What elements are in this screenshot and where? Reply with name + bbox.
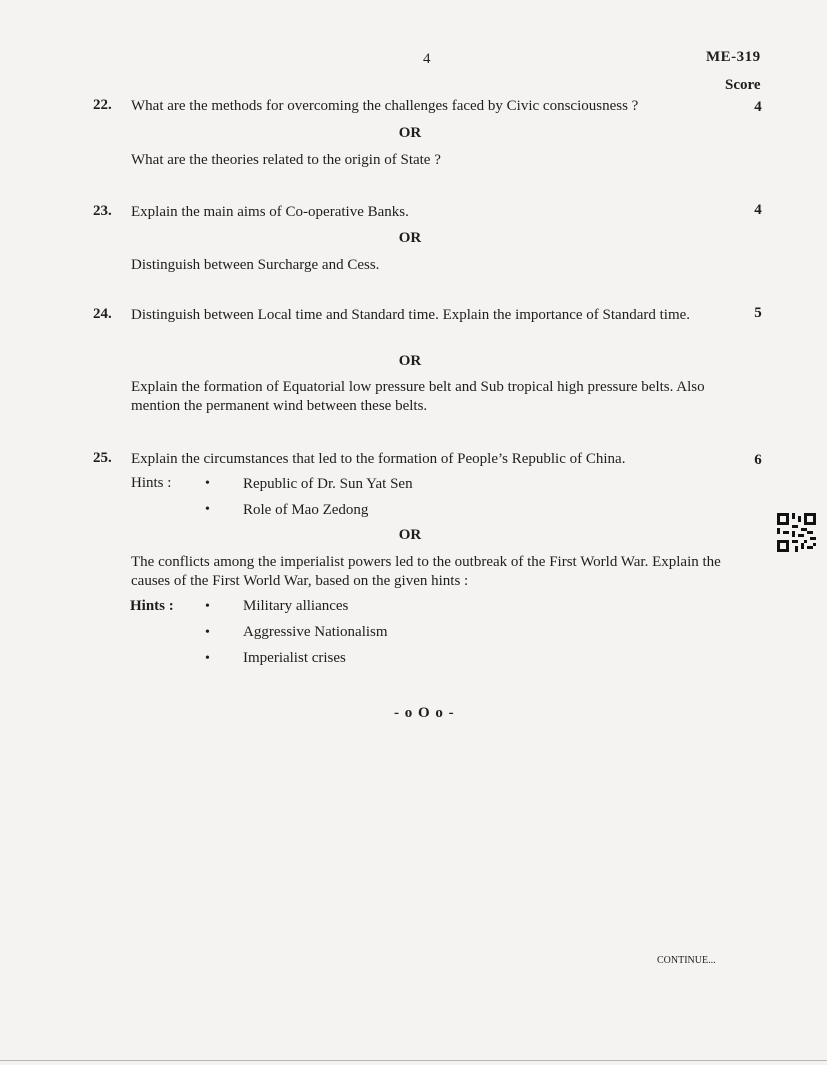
or-separator: OR: [398, 353, 422, 369]
alt-hints-label: Hints :: [130, 598, 174, 614]
score-column-label: Score: [725, 77, 761, 93]
question-number: 22.: [93, 97, 112, 113]
end-of-paper-mark: - o O o -: [394, 705, 455, 721]
alternative-question-text: The conflicts among the imperialist powers led to the outbreak of the First World War. Explain the causes of the First World War, based on the given hints :: [131, 554, 721, 589]
question-score: 4: [754, 202, 762, 218]
hint-item: Aggressive Nationalism: [243, 624, 388, 640]
qr-code-icon: [777, 513, 816, 552]
question-score: 4: [754, 99, 762, 115]
alternative-question-text: Explain the formation of Equatorial low pressure belt and Sub tropical high pressure belts. Also mention the permanent wind between these belts.: [131, 379, 705, 414]
hint-item: Republic of Dr. Sun Yat Sen: [243, 476, 413, 492]
alternative-question-text: Distinguish between Surcharge and Cess.: [131, 257, 380, 273]
question-text: What are the methods for overcoming the challenges faced by Civic consciousness ?: [131, 98, 639, 114]
hints-label: Hints :: [131, 475, 172, 491]
bullet-icon: •: [205, 599, 210, 614]
question-text: Explain the main aims of Co-operative Banks.: [131, 204, 409, 220]
question-number: 25.: [93, 450, 112, 466]
bullet-icon: •: [205, 651, 210, 666]
page-bottom-edge: [0, 1060, 827, 1061]
question-number: 24.: [93, 306, 112, 322]
question-text: Explain the circumstances that led to the formation of People’s Republic of China.: [131, 451, 626, 467]
bullet-icon: •: [205, 502, 210, 517]
or-separator: OR: [398, 527, 422, 543]
page-number: 4: [423, 51, 431, 67]
question-score: 5: [754, 305, 762, 321]
hint-item: Imperialist crises: [243, 650, 346, 666]
continue-label: CONTINUE...: [657, 955, 716, 966]
bullet-icon: •: [205, 625, 210, 640]
alternative-question-text: What are the theories related to the origin of State ?: [131, 152, 441, 168]
question-score: 6: [754, 452, 762, 468]
paper-code: ME-319: [706, 49, 761, 65]
hint-item: Role of Mao Zedong: [243, 502, 369, 518]
question-number: 23.: [93, 203, 112, 219]
bullet-icon: •: [205, 476, 210, 491]
or-separator: OR: [398, 230, 422, 246]
or-separator: OR: [398, 125, 422, 141]
hint-item: Military alliances: [243, 598, 349, 614]
question-text: Distinguish between Local time and Standard time. Explain the importance of Standard time.: [131, 307, 691, 323]
